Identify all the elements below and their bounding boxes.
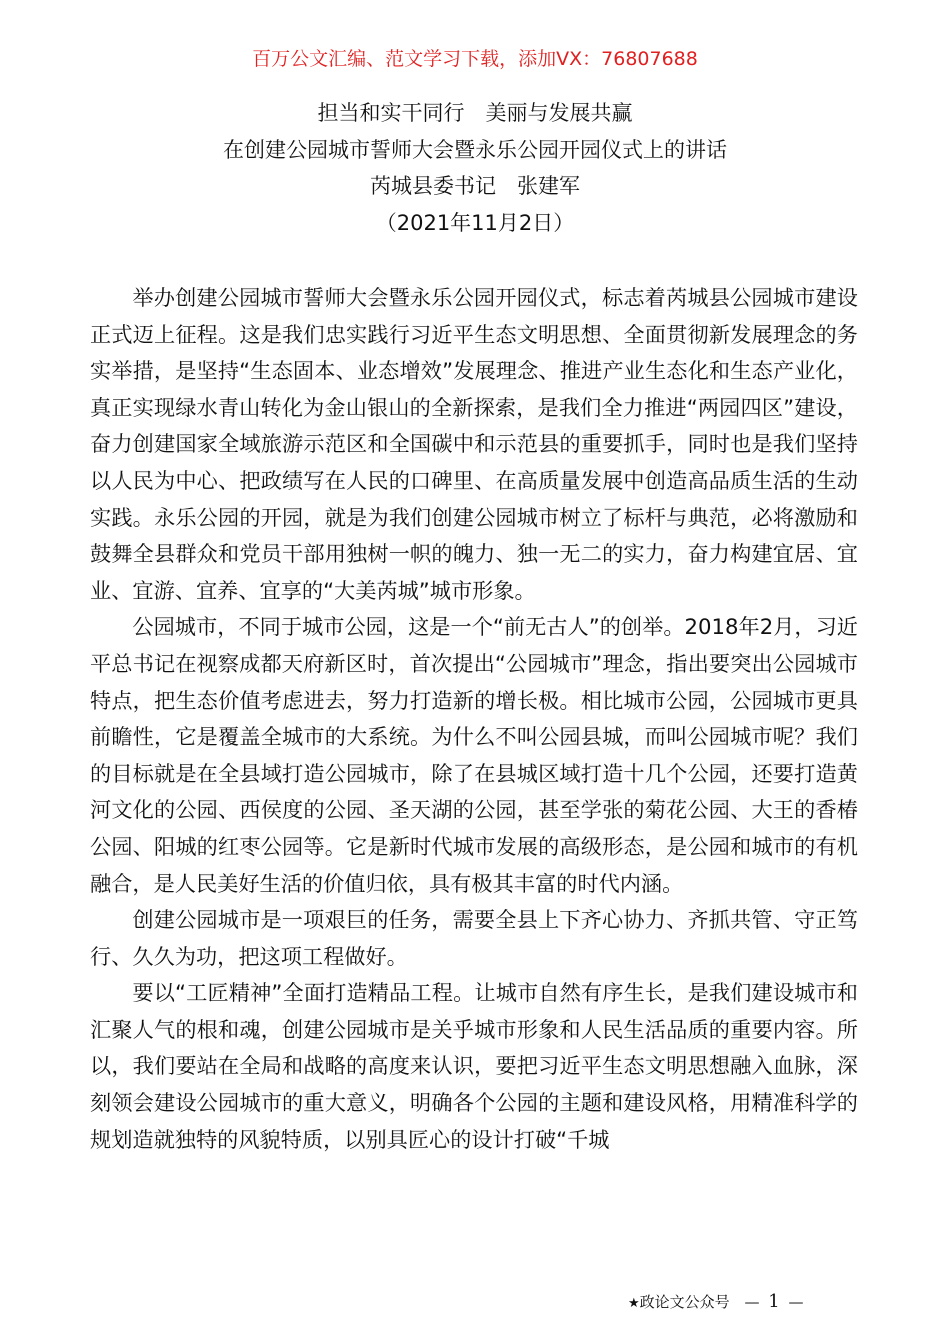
footer-dash-left: — [744, 1293, 760, 1311]
watermark-banner: 百万公文汇编、范文学习下载，添加VX：76807688 [252, 48, 698, 70]
document-date: （2021年11月2日） [375, 210, 575, 235]
paragraph: 举办创建公园城市誓师大会暨永乐公园开园仪式，标志着芮城县公园城市建设正式迈上征程。这是我们忠实践行习近平生态文明思想、全面贯彻新发展理念的务实举措，是坚持“生态固本、业态增效”发展理念、推进产业生态化和生态产业化，真正实现绿水青山转化为金山银山的全新探索，是我们全力推进“两园四区”建设，奋力创建国家全域旅游示范区和全国碳中和示范县的重要抓手，同时也是我们坚持以人民为中心、把政绩写在人民的口碑里、在高质量发展中创造高品质生活的生动实践。永乐公园的开园，就是为我们创建公园城市树立了标杆与典范，必将激励和鼓舞全县群众和党员干部用独树一帜的魄力、独一无二的实力，奋力构建宜居、宜业、宜游、宜养、宜享的“大美芮城”城市形象。 [90, 285, 858, 603]
footer-dash-right: — [788, 1293, 804, 1311]
footer-source: 政论文公众号 [639, 1293, 730, 1311]
paragraph: 要以“工匠精神”全面打造精品工程。让城市自然有序生长，是我们建设城市和汇聚人气的根和魂，创建公园城市是关乎城市形象和人民生活品质的重要内容。所以，我们要站在全局和战略的高度来认识，要把习近平生态文明思想融入血脉，深刻领会建设公园城市的重大意义，明确各个公园的主题和建设风格，用精准科学的规划造就独特的风貌特质，以别具匠心的设计打破“千城 [90, 980, 858, 1152]
document-subtitle: 在创建公园城市誓师大会暨永乐公园开园仪式上的讲话 [223, 137, 727, 162]
document-author: 芮城县委书记 张建军 [370, 174, 580, 198]
paragraph: 公园城市，不同于城市公园，这是一个“前无古人”的创举。2018年2月，习近平总书记在视察成都天府新区时，首次提出“公园城市”理念，指出要突出公园城市特点，把生态价值考虑进去，努力打造新的增长极。相比城市公园，公园城市更具前瞻性，它是覆盖全城市的大系统。为什么不叫公园县城，而叫公园城市呢？我们的目标就是在全县域打造公园城市，除了在县城区域打造十几个公园，还要打造黄河文化的公园、西侯度的公园、圣天湖的公园，甚至学张的菊花公园、大王的香椿公园、阳城的红枣公园等。它是新时代城市发展的高级形态，是公园和城市的有机融合，是人民美好生活的价值归依，具有极其丰富的时代内涵。 [90, 614, 858, 896]
document-body [90, 280, 858, 1158]
page-footer [628, 1290, 803, 1316]
paragraph: 创建公园城市是一项艰巨的任务，需要全县上下齐心协力、齐抓共管、守正笃行、久久为功，把这项工程做好。 [90, 907, 858, 969]
document-header [0, 95, 950, 241]
page-number: 1 [768, 1291, 780, 1312]
star-icon: ★ [628, 1296, 640, 1311]
document-title: 担当和实干同行 美丽与发展共赢 [317, 101, 633, 125]
